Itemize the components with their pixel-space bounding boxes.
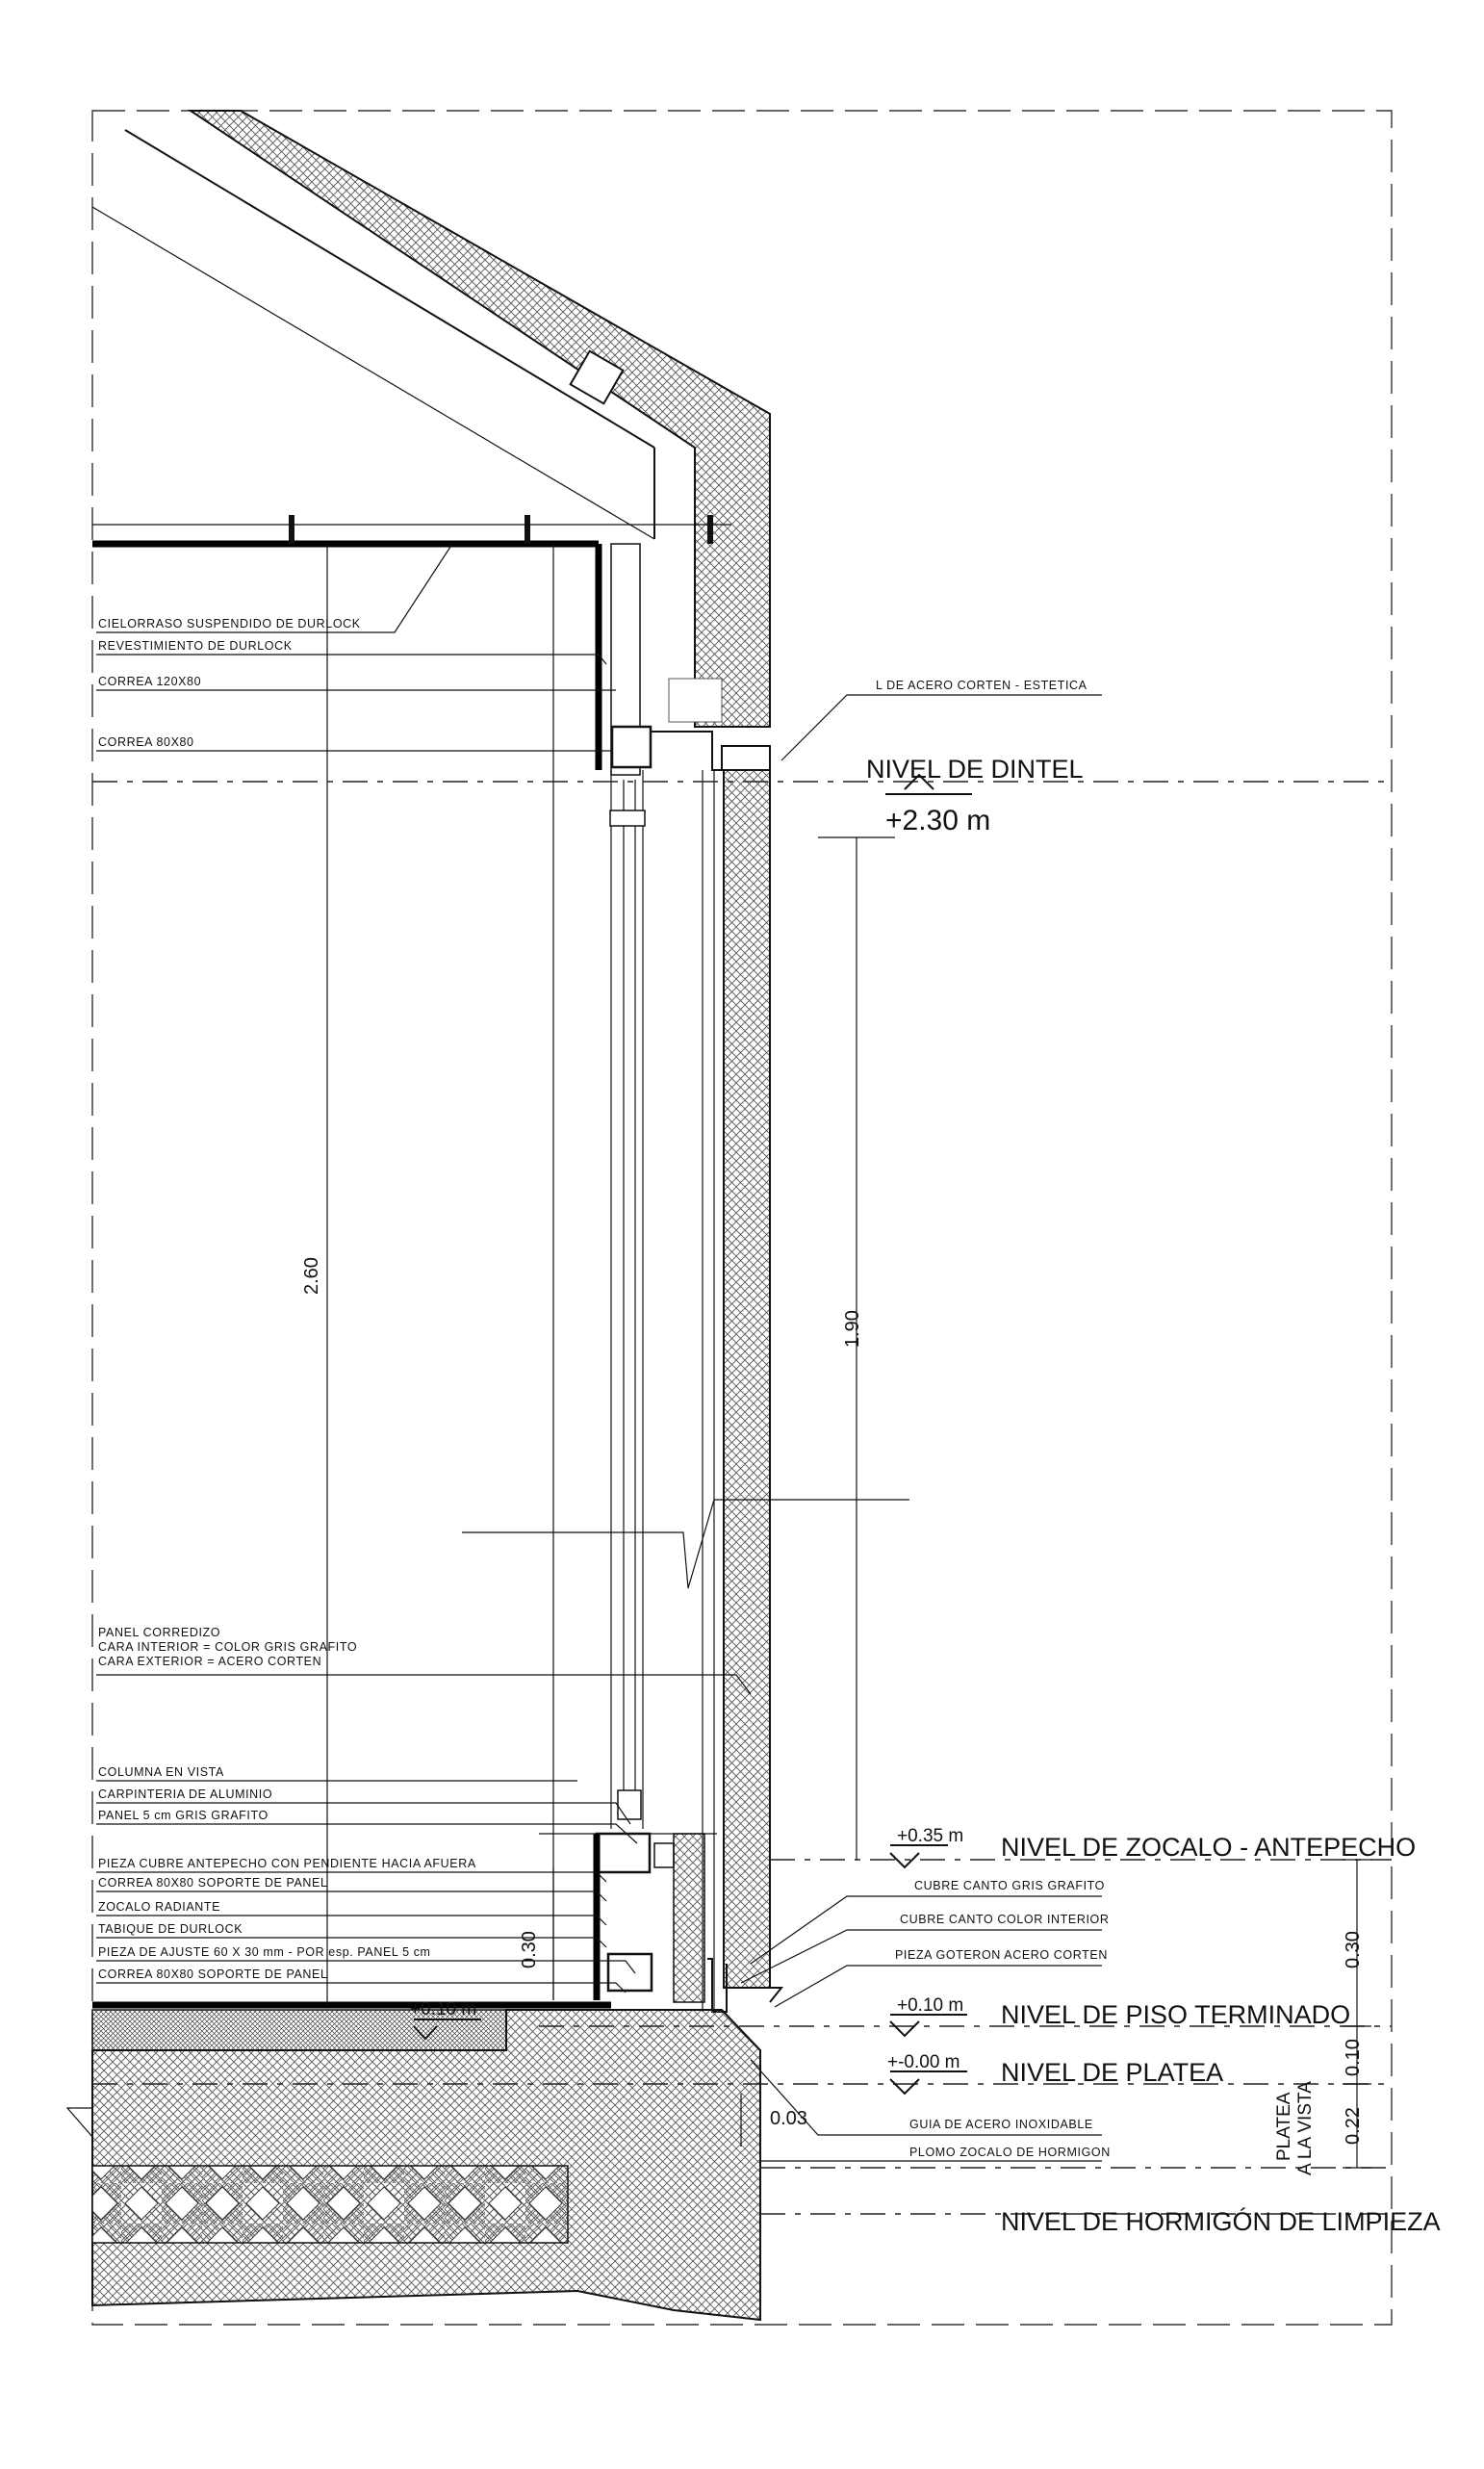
note-cara-interior: CARA INTERIOR = COLOR GRIS GRAFITO xyxy=(98,1640,358,1654)
note-revestimiento: REVESTIMIENTO DE DURLOCK xyxy=(98,639,293,653)
platea-vista-2: A LA VISTA xyxy=(1295,2081,1316,2175)
dim-260: 2.60 xyxy=(301,1257,322,1295)
corten-panel xyxy=(724,770,770,1988)
dim-030-right: 0.30 xyxy=(1343,1931,1364,1968)
roof-assembly xyxy=(92,111,770,727)
note-cielorraso: CIELORRASO SUSPENDIDO DE DURLOCK xyxy=(98,617,361,630)
hanger-2 xyxy=(525,515,530,544)
level-zocalo-value: +0.35 m xyxy=(897,1826,964,1846)
dimension-lines xyxy=(327,544,1371,2168)
note-tabique: TABIQUE DE DURLOCK xyxy=(98,1922,243,1936)
roof-inner-line xyxy=(125,130,654,448)
note-carpinteria: CARPINTERIA DE ALUMINIO xyxy=(98,1787,273,1801)
note-cubre-interior: CUBRE CANTO COLOR INTERIOR xyxy=(900,1913,1110,1926)
note-zocalo-radiante: ZOCALO RADIANTE xyxy=(98,1900,221,1914)
interior-floor-level: +0.10 m xyxy=(410,1999,477,2019)
dim-010-right: 0.10 xyxy=(1343,2039,1364,2076)
hormigon-limpieza xyxy=(92,2166,568,2243)
hanger-3 xyxy=(707,515,713,544)
level-platea-name: NIVEL DE PLATEA xyxy=(1001,2058,1224,2087)
platea-vista-1: PLATEA xyxy=(1274,2092,1294,2161)
note-panel-corredizo: PANEL CORREDIZO xyxy=(98,1626,221,1639)
roof-underside-line xyxy=(92,207,654,539)
note-panel-5cm: PANEL 5 cm GRIS GRAFITO xyxy=(98,1809,269,1822)
zocalo-radiante xyxy=(674,1834,704,2002)
correa-80x80-top xyxy=(612,727,651,767)
note-goteron: PIEZA GOTERON ACERO CORTEN xyxy=(895,1948,1108,1962)
hanger-1 xyxy=(289,515,294,544)
dim-003: 0.03 xyxy=(770,2108,807,2129)
dim-190: 1.90 xyxy=(842,1310,863,1348)
note-l-corten: L DE ACERO CORTEN - ESTETICA xyxy=(876,679,1087,692)
note-cubre-antepecho: PIEZA CUBRE ANTEPECHO CON PENDIENTE HACIA AFUERA xyxy=(98,1857,476,1870)
dim-022-right: 0.22 xyxy=(1343,2107,1364,2145)
note-pieza-ajuste: PIEZA DE AJUSTE 60 X 30 mm - POR esp. PANEL 5 cm xyxy=(98,1945,431,1959)
note-correa-soporte: CORREA 80X80 SOPORTE DE PANEL xyxy=(98,1876,328,1890)
note-guia: GUIA DE ACERO INOXIDABLE xyxy=(909,2118,1093,2131)
note-correa-120: CORREA 120X80 xyxy=(98,675,202,688)
note-cara-exterior: CARA EXTERIOR = ACERO CORTEN xyxy=(98,1655,322,1668)
correa-soporte-1 xyxy=(597,1834,650,1872)
note-plomo: PLOMO ZOCALO DE HORMIGON xyxy=(909,2146,1111,2159)
note-columna: COLUMNA EN VISTA xyxy=(98,1765,224,1779)
sliding-panel xyxy=(703,770,770,2012)
concrete-platea xyxy=(92,2010,760,2320)
level-dintel-name: NIVEL DE DINTEL xyxy=(866,755,1084,784)
correa-soporte-2 xyxy=(608,1954,652,1991)
note-correa-soporte-2: CORREA 80X80 SOPORTE DE PANEL xyxy=(98,1967,328,1981)
foundation-assembly xyxy=(67,2005,760,2320)
level-platea-value: +-0.00 m xyxy=(887,2052,960,2072)
level-dintel-value: +2.30 m xyxy=(885,805,991,836)
level-limpieza-name: NIVEL DE HORMIGÓN DE LIMPIEZA xyxy=(1001,2207,1441,2236)
dim-030-left: 0.30 xyxy=(519,1931,540,1968)
note-cubre-grafito: CUBRE CANTO GRIS GRAFITO xyxy=(914,1879,1105,1892)
level-zocalo-name: NIVEL DE ZOCALO - ANTEPECHO xyxy=(1001,1833,1417,1862)
level-piso-name: NIVEL DE PISO TERMINADO xyxy=(1001,2000,1351,2029)
roof-slab xyxy=(191,111,770,727)
note-correa-80: CORREA 80X80 xyxy=(98,735,194,749)
level-piso-value: +0.10 m xyxy=(897,1995,964,2016)
